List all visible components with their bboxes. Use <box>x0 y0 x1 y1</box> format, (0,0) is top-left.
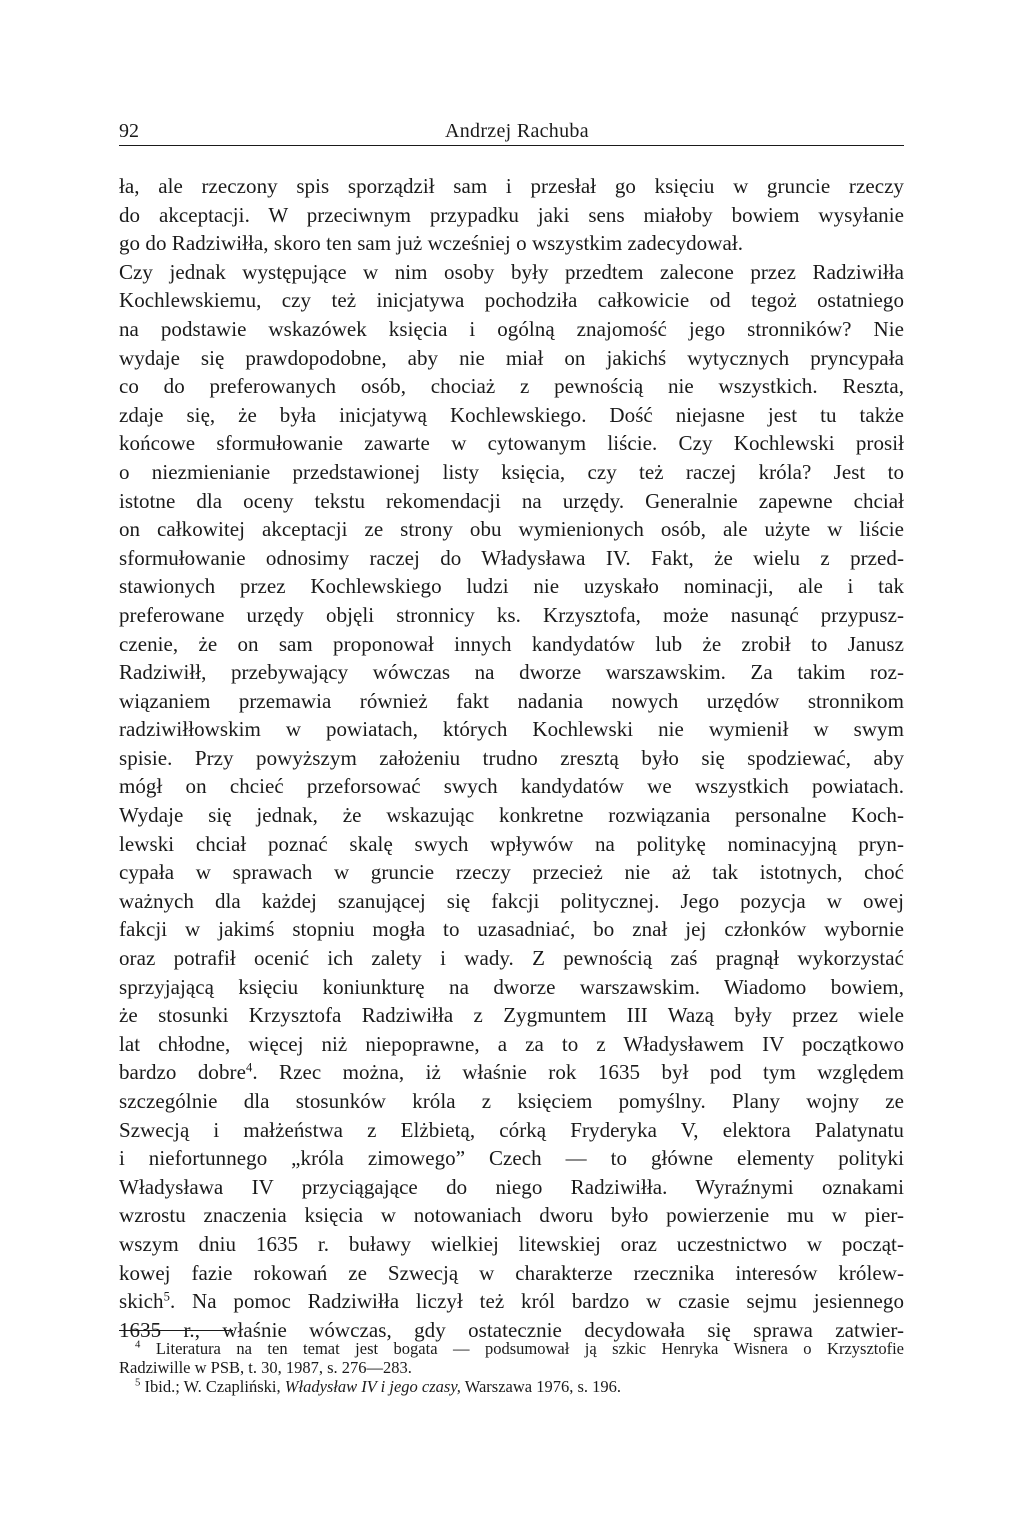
body-line: do akceptacji. W przeciwnym przypadku jaki sens miałoby bowiem wysyłanie <box>119 202 904 227</box>
body-line: Wydaje się jednak, że wskazując konkretne rozwiązania personalne Koch- <box>119 803 904 828</box>
page-header <box>119 116 904 146</box>
body-line: sformułowanie odnosimy raczej do Władysława IV. Fakt, że wielu z przed- <box>119 545 904 570</box>
body-line: kowej fazie rokowań ze Szwecją w charakterze rzecznika interesów królew- <box>119 1260 904 1285</box>
header-rule <box>119 145 904 146</box>
footnote-5-tail: Warszawa 1976, s. 196. <box>460 1377 622 1396</box>
body-line: oraz potrafił ocenić ich zalety i wady. Z pewnością zaś pragnął wykorzystać <box>119 946 904 971</box>
body-line: i niefortunnego „króla zimowego” Czech — to główne elementy polityki <box>119 1146 904 1171</box>
body-line: końcowe sformułowanie zawarte w cytowanym liście. Czy Kochlewski prosił <box>119 431 904 456</box>
footnote-ref-5[interactable]: 5 <box>163 1289 170 1304</box>
body-line: co do preferowanych osób, chociaż z pewnością nie wszystkich. Reszta, <box>119 374 904 399</box>
body-line-start: bardzo dobre <box>119 1060 246 1085</box>
body-line: wiązaniem przemawia również fakt nadania nowych urzędów stronnikom <box>119 688 904 713</box>
footnote-4-continued: Radziwille w PSB, t. 30, 1987, s. 276—283. <box>119 1358 412 1377</box>
body-line: Czy jednak występujące w nim osoby były przedtem zalecone przez Radziwiłła <box>119 259 904 284</box>
body-line: Radziwiłł, przebywający wówczas na dworze warszawskim. Za takim roz- <box>119 660 904 685</box>
body-line: zdaje się, że była inicjatywą Kochlewskiego. Dość niejasne jest tu także <box>119 402 904 427</box>
footnote-5-text: Ibid.; W. Czapliński, <box>144 1377 285 1396</box>
body-line: o niezmienianie przedstawionej listy księcia, czy też raczej króla? Jest to <box>119 459 904 484</box>
body-line: wszym dniu 1635 r. buławy wielkiej litewskiej oraz uczestnictwo w począt- <box>119 1231 904 1256</box>
body-line: czenie, że on sam proponował innych kandydatów lub że zrobił to Janusz <box>119 631 904 656</box>
body-line: fakcji w jakimś stopniu mogła to uzasadniać, bo znał jej członków wybornie <box>119 917 904 942</box>
body-line: Władysława IV przyciągające do niego Radziwiłła. Wyraźnymi oznakami <box>119 1174 904 1199</box>
body-line-rest: . Rzec można, iż właśnie rok 1635 był pod tym względem <box>252 1060 904 1085</box>
body-line: mógł on chcieć przeforsować swych kandydatów we wszystkich powiatach. <box>119 774 904 799</box>
body-line: preferowane urzędy objęli stronnicy ks. Krzysztofa, może nasunąć przypusz- <box>119 602 904 627</box>
body-line: cypała w sprawach w gruncie rzeczy przecież nie aż tak istotnych, choć <box>119 860 904 885</box>
footnote-marker-5: 5 <box>135 1376 141 1389</box>
body-line: ła, ale rzeczony spis sporządził sam i przesłał go księciu w gruncie rzeczy <box>119 174 904 198</box>
page-number: 92 <box>119 120 139 142</box>
body-line: radziwiłłowskim w powiatach, których Kochlewski nie wymienił w swym <box>119 717 904 742</box>
body-line: że stosunki Krzysztofa Radziwiłła z Zygmuntem III Wazą były przez wiele <box>119 1003 904 1028</box>
body-line: istotne dla oceny tekstu rekomendacji na urzędy. Generalnie zapewne chciał <box>119 488 904 513</box>
running-head-author: Andrzej Rachuba <box>445 120 589 142</box>
footnote-5 <box>119 1377 904 1396</box>
footnotes <box>119 1339 904 1396</box>
footnote-4-text: Literatura na ten temat jest bogata — podsumował ją szkic Henryka Wisnera o Krzysztofie <box>155 1339 904 1358</box>
body-line: wzrostu znaczenia księcia w notowaniach dworu było powierzenie mu w pier- <box>119 1203 904 1228</box>
footnote-5-title: Władysław IV i jego czasy, <box>284 1377 461 1396</box>
body-line: lewski chciał poznać skalę swych wpływów na politykę nominacyjną pryn- <box>119 831 904 856</box>
footnote-ref-4[interactable]: 4 <box>245 1060 253 1075</box>
body-line <box>119 1287 904 1316</box>
body-line-rest: . Na pomoc Radziwiłła liczył też król bardzo w czasie sejmu jesiennego <box>169 1289 904 1314</box>
body-line: na podstawie wskazówek księcia i ogólną znajomość jego stronników? Nie <box>119 316 904 341</box>
body-line: sprzyjającą księciu koniunkturę na dworze warszawskim. Wiadomo bowiem, <box>119 974 904 999</box>
body-line: ważnych dla każdej szanującej się fakcji politycznej. Jego pozycja w owej <box>119 888 904 913</box>
body-line: on całkowitej akceptacji ze strony obu wymienionych osób, ale użyte w liście <box>119 517 904 542</box>
body-line: 1635 r., właśnie wówczas, gdy ostatecznie decydowała się sprawa zatwier- <box>119 1317 904 1342</box>
body-line: lat chłodne, więcej niż niepoprawne, a za to z Władysławem IV początkowo <box>119 1031 904 1056</box>
footnote-separator <box>119 1330 233 1331</box>
footnote-marker-4: 4 <box>135 1338 141 1351</box>
body-line: szczególnie dla stosunków króla z księciem pomyślny. Plany wojny ze <box>119 1089 904 1113</box>
body-line: Szwecją i małżeństwa z Elżbietą, córką Fryderyka V, elektora Palatynatu <box>119 1117 904 1142</box>
body-line: wydaje się prawdopodobne, aby nie miał on jakichś wytycznych pryncypała <box>119 345 904 370</box>
body-line: go do Radziwiłła, skoro ten sam już wcześniej o wszystkim zadecydował. <box>119 231 744 256</box>
body-line: spisie. Przy powyższym założeniu trudno zresztą było się spodziewać, aby <box>119 745 904 770</box>
body-line: Kochlewskiemu, czy też inicjatywa pochodziła całkowicie od tegoż ostatniego <box>119 288 904 313</box>
body-line: stawionych przez Kochlewskiego ludzi nie uzyskało nominacji, ale i tak <box>119 574 904 599</box>
body-line-start: skich <box>119 1289 164 1314</box>
body-line <box>119 1058 904 1087</box>
footnote-4 <box>119 1339 904 1358</box>
body-text <box>119 172 904 1344</box>
